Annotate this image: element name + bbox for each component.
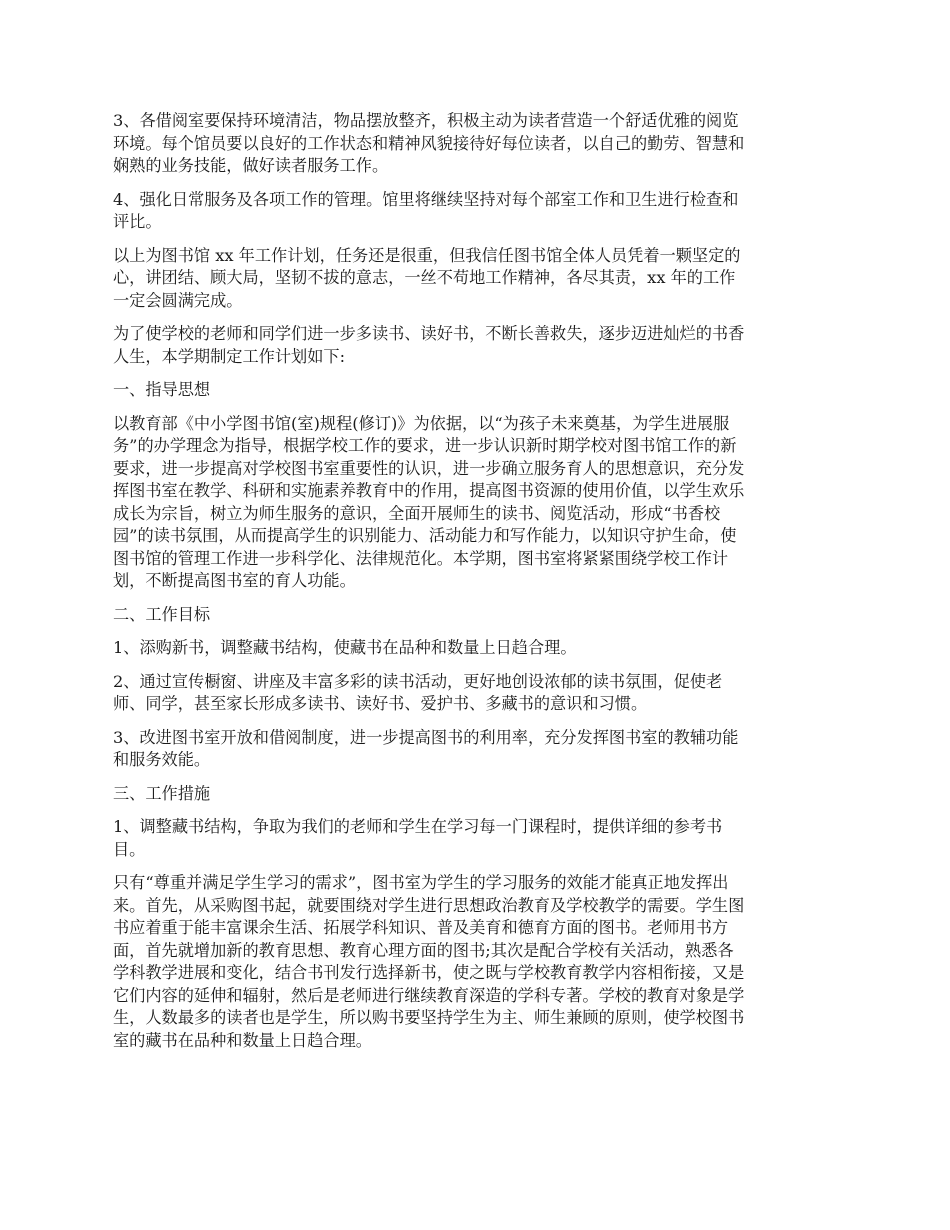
paragraph-semester-intro: 为了使学校的老师和同学们进一步多读书、读好书，不断长善救失，逐步迈进灿烂的书香 人生，本学期制定工作计划如下: [113,324,745,366]
paragraph-reading-room-cleanliness: 3、各借阅室要保持环境清洁，物品摆放整齐，积极主动为读者营造一个舒适优雅的阅览 环境。每个馆员要以良好的工作状态和精神风貌接待好每位读者，以自己的勤劳、智慧和 娴熟的业务技能，做好读者服务工作。 [113,111,745,175]
paragraph-guiding-ideology: 以教育部《中小学图书馆(室)规程(修订)》为依据，以“为孩子未来奠基，为学生进展服 务”的办学理念为指导，根据学校工作的要求，进一步认识新时期学校对图书馆工作的新 要求，进一步提高对学校图书室重要性的认识，进一步确立服务育人的思想意识，充分发 挥图书室在教学、科研和实施素养教育中的作用，提高图书资源的使用价值，以学生欢乐 成长为宗旨，树立为师生服务的意识，全面开展师生的读书、阅览活动，形成“书香校 园”的读书氛围，从而提高学生的识别能力、活动能力和写作能力，以知识守护生命，使 图书馆的管理工作进一步科学化、法律规范化。本学期，图书室将紧紧围绕学校工作计 划，不断提高图书室的育人功能。 [113,413,745,590]
paragraph-measure-detail: 只有“尊重并满足学生学习的需求”，图书室为学生的学习服务的效能才能真正地发挥出 来。首先，从采购图书起，就要围绕对学生进行思想政治教育及学校教学的需要。学生图 书应着重于能丰富课余生活、拓展学科知识、普及美育和德育方面的图书。老师用书方 面，首先就增加新的教育思想、教育心理方面的图书;其次是配合学校有关活动，熟悉各 学科教学进展和变化，结合书刊发行选择新书，使之既与学校教育教学内容相衔接，又是 它们内容的延伸和辐射，然后是老师进行继续教育深造的学科专著。学校的教育对象是学 生，人数最多的读者也是学生，所以购书要坚持学生为主、师生兼顾的原则，使学校图书 室的藏书在品种和数量上日趋合理。 [113,873,745,1050]
paragraph-plan-conclusion: 以上为图书馆 xx 年工作计划，任务还是很重，但我信任图书馆全体人员凭着一颗坚定的 心，讲团结、顾大局，坚韧不拔的意志，一丝不苟地工作精神，各尽其责，xx 年的工作 一定会圆满完成。 [113,245,741,310]
heading-work-goals: 二、工作目标 [113,604,211,624]
heading-guiding-ideology: 一、指导思想 [113,380,211,399]
paragraph-daily-service-management: 4、强化日常服务及各项工作的管理。馆里将继续坚持对每个部室工作和卫生进行检查和 评比。 [113,189,739,231]
paragraph-goal-2: 2、通过宣传橱窗、讲座及丰富多彩的读书活动，更好地创设浓郁的读书氛围，促使老 师、同学，甚至家长形成多读书、读好书、爱护书、多藏书的意识和习惯。 [113,671,723,713]
paragraph-goal-3: 3、改进图书室开放和借阅制度，进一步提高图书的利用率，充分发挥图书室的教辅功能 和服务效能。 [113,727,739,769]
paragraph-goal-1: 1、添购新书，调整藏书结构，使藏书在品种和数量上日趋合理。 [113,638,577,657]
heading-work-measures: 三、工作措施 [113,783,211,803]
document-body [113,110,843,1063]
paragraph-measure-1: 1、调整藏书结构，争取为我们的老师和学生在学习每一门课程时，提供详细的参考书 目。 [113,817,723,859]
